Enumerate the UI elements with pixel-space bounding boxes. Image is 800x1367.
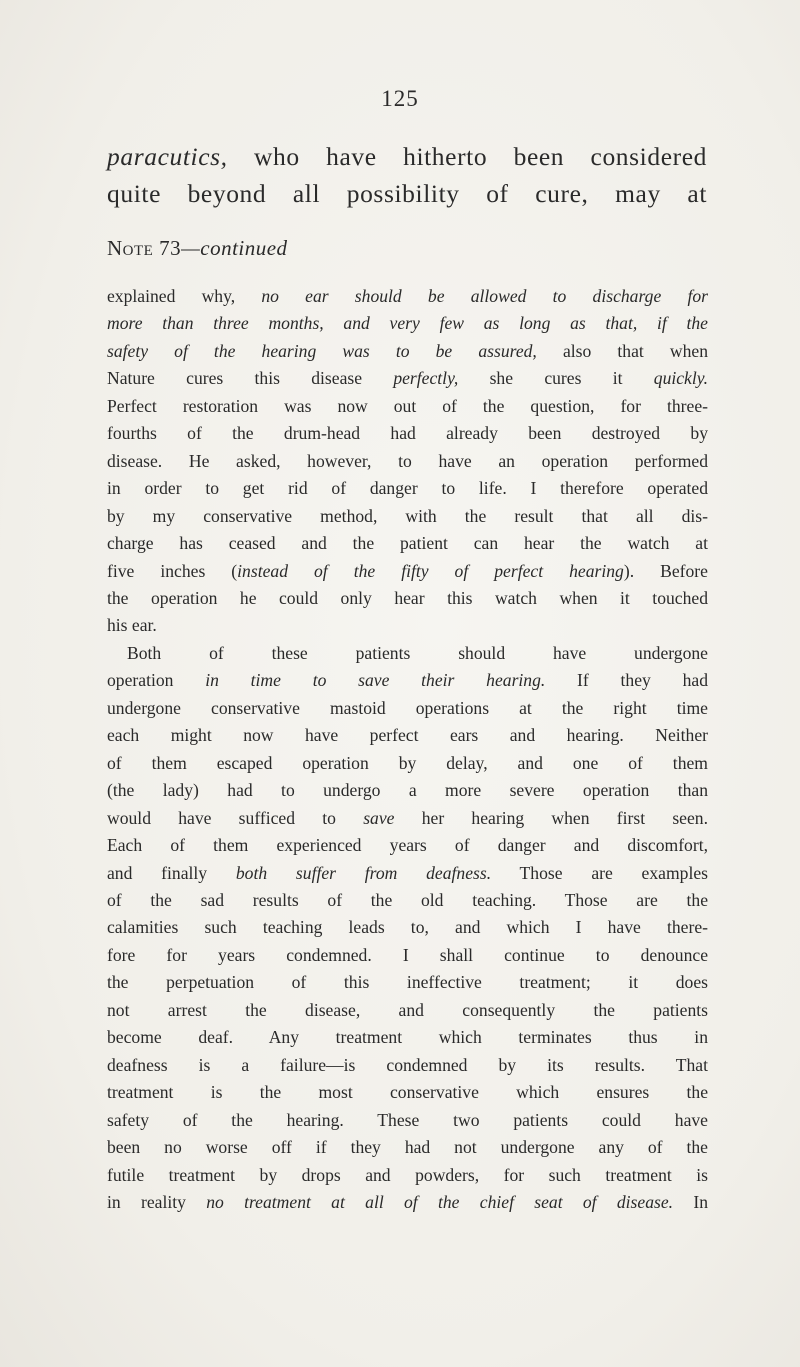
text-line bbox=[107, 942, 708, 969]
text-run: treatment is the most conservative which ensures the bbox=[107, 1082, 708, 1103]
text-line bbox=[107, 475, 708, 502]
text-run: the operation he could only hear this watch when it touched bbox=[107, 587, 708, 608]
note-continued: —continued bbox=[181, 236, 288, 260]
text-run: charge has ceased and the patient can hear the watch at bbox=[107, 533, 708, 554]
italic-text: no ear should be allowed to discharge for bbox=[261, 286, 708, 306]
text-run: operation bbox=[107, 670, 206, 691]
italic-text: save bbox=[363, 807, 395, 828]
text-line bbox=[107, 310, 708, 337]
text-line bbox=[107, 1052, 708, 1079]
text-run: would have sufficed to bbox=[107, 807, 364, 828]
text-line bbox=[107, 914, 708, 941]
text-run: Nature cures this disease bbox=[107, 368, 394, 389]
text-run: fourths of the drum-head had already been destroyed by bbox=[107, 423, 708, 444]
text-line bbox=[107, 667, 708, 694]
page-number: 125 bbox=[381, 86, 419, 111]
lead-line-1 bbox=[107, 138, 707, 175]
text-line bbox=[107, 887, 708, 914]
text-line bbox=[107, 393, 708, 420]
text-run: the perpetuation of this ineffective treatment; it does bbox=[107, 972, 708, 993]
text-run: Each of them experienced years of danger and discomfort, bbox=[107, 835, 708, 856]
text-line bbox=[107, 448, 708, 475]
text-run: also that when bbox=[536, 340, 708, 361]
text-run: deafness is a failure—is condemned by its results. That bbox=[107, 1054, 708, 1075]
text-run: his ear. bbox=[107, 615, 157, 636]
text-run: five inches ( bbox=[107, 560, 238, 581]
text-line bbox=[107, 1134, 708, 1161]
text-line bbox=[107, 612, 708, 639]
text-line bbox=[107, 1079, 708, 1106]
text-line bbox=[107, 338, 708, 365]
lead-line-1-rest: who have hitherto been considered bbox=[227, 142, 707, 171]
lead-line-2: quite beyond all possibility of cure, may at bbox=[107, 179, 707, 208]
text-line bbox=[107, 750, 708, 777]
text-line bbox=[107, 969, 708, 996]
text-line bbox=[107, 777, 708, 804]
text-line bbox=[107, 558, 708, 585]
text-run: in order to get rid of danger to life. I therefore operated bbox=[107, 478, 708, 499]
text-line bbox=[107, 805, 708, 832]
text-line bbox=[107, 365, 708, 392]
text-run: she cures it bbox=[458, 368, 654, 389]
italic-text: perfectly, bbox=[393, 368, 459, 389]
text-line bbox=[107, 860, 708, 887]
text-line bbox=[107, 1107, 708, 1134]
text-run: explained why, bbox=[107, 286, 262, 306]
italic-text: instead of the fifty of perfect hearing bbox=[237, 560, 624, 581]
text-line bbox=[107, 530, 708, 557]
italic-text: both suffer from deafness. bbox=[235, 862, 492, 883]
text-run: Perfect restoration was now out of the question, for three- bbox=[107, 395, 708, 416]
text-run: fore for years condemned. I shall continue to denounce bbox=[107, 944, 708, 965]
text-run: ). Before bbox=[623, 560, 708, 581]
text-run: In bbox=[673, 1191, 708, 1212]
text-line bbox=[107, 503, 708, 530]
text-line bbox=[107, 585, 708, 612]
italic-text: safety of the hearing was to be assured, bbox=[107, 340, 537, 361]
text-run: disease. He asked, however, to have an operation performed bbox=[107, 450, 708, 471]
text-run: futile treatment by drops and powders, for such treatment is bbox=[107, 1164, 708, 1185]
text-run: and finally bbox=[107, 862, 236, 883]
text-line bbox=[107, 640, 708, 667]
text-line bbox=[107, 1162, 708, 1189]
text-line bbox=[107, 997, 708, 1024]
text-run: become deaf. Any treatment which terminates thus in bbox=[107, 1027, 708, 1048]
text-run: undergone conservative mastoid operations at the right time bbox=[107, 697, 708, 718]
text-run: in reality bbox=[107, 1191, 207, 1212]
text-run: of them escaped operation by delay, and one of them bbox=[107, 752, 708, 773]
italic-text: more than three months, and very few as long as that, if the bbox=[107, 313, 708, 334]
note-label: Note 73 bbox=[107, 236, 182, 260]
text-run: by my conservative method, with the result that all dis- bbox=[107, 505, 708, 526]
text-line bbox=[107, 1189, 708, 1216]
text-line bbox=[107, 832, 708, 859]
text-run: calamities such teaching leads to, and which I have there- bbox=[107, 917, 708, 938]
lead-paragraph bbox=[107, 138, 707, 212]
text-run: If they had bbox=[545, 670, 708, 691]
text-run: her hearing when first seen. bbox=[394, 807, 709, 828]
text-line bbox=[107, 283, 708, 310]
text-run: not arrest the disease, and consequently the patients bbox=[107, 999, 708, 1020]
text-run: each might now have perfect ears and hearing. Neither bbox=[107, 725, 708, 746]
text-run: been no worse off if they had not undergone any of the bbox=[107, 1137, 708, 1158]
body-text bbox=[107, 283, 708, 1216]
text-run: Those are examples bbox=[491, 862, 709, 883]
text-run: (the lady) had to undergo a more severe operation than bbox=[107, 780, 708, 801]
italic-text: quickly. bbox=[653, 368, 708, 389]
text-line bbox=[107, 420, 708, 447]
note-heading bbox=[107, 236, 507, 261]
italic-text: in time to save their hearing. bbox=[205, 670, 546, 691]
text-line bbox=[107, 722, 708, 749]
text-line bbox=[107, 1024, 708, 1051]
text-run: Both of these patients should have undergone bbox=[127, 642, 708, 663]
text-line bbox=[107, 695, 708, 722]
lead-italic-word: paracutics, bbox=[107, 142, 228, 171]
italic-text: no treatment at all of the chief seat of disease. bbox=[206, 1191, 674, 1212]
text-run: safety of the hearing. These two patients could have bbox=[107, 1109, 708, 1130]
text-run: of the sad results of the old teaching. Those are the bbox=[107, 889, 708, 910]
